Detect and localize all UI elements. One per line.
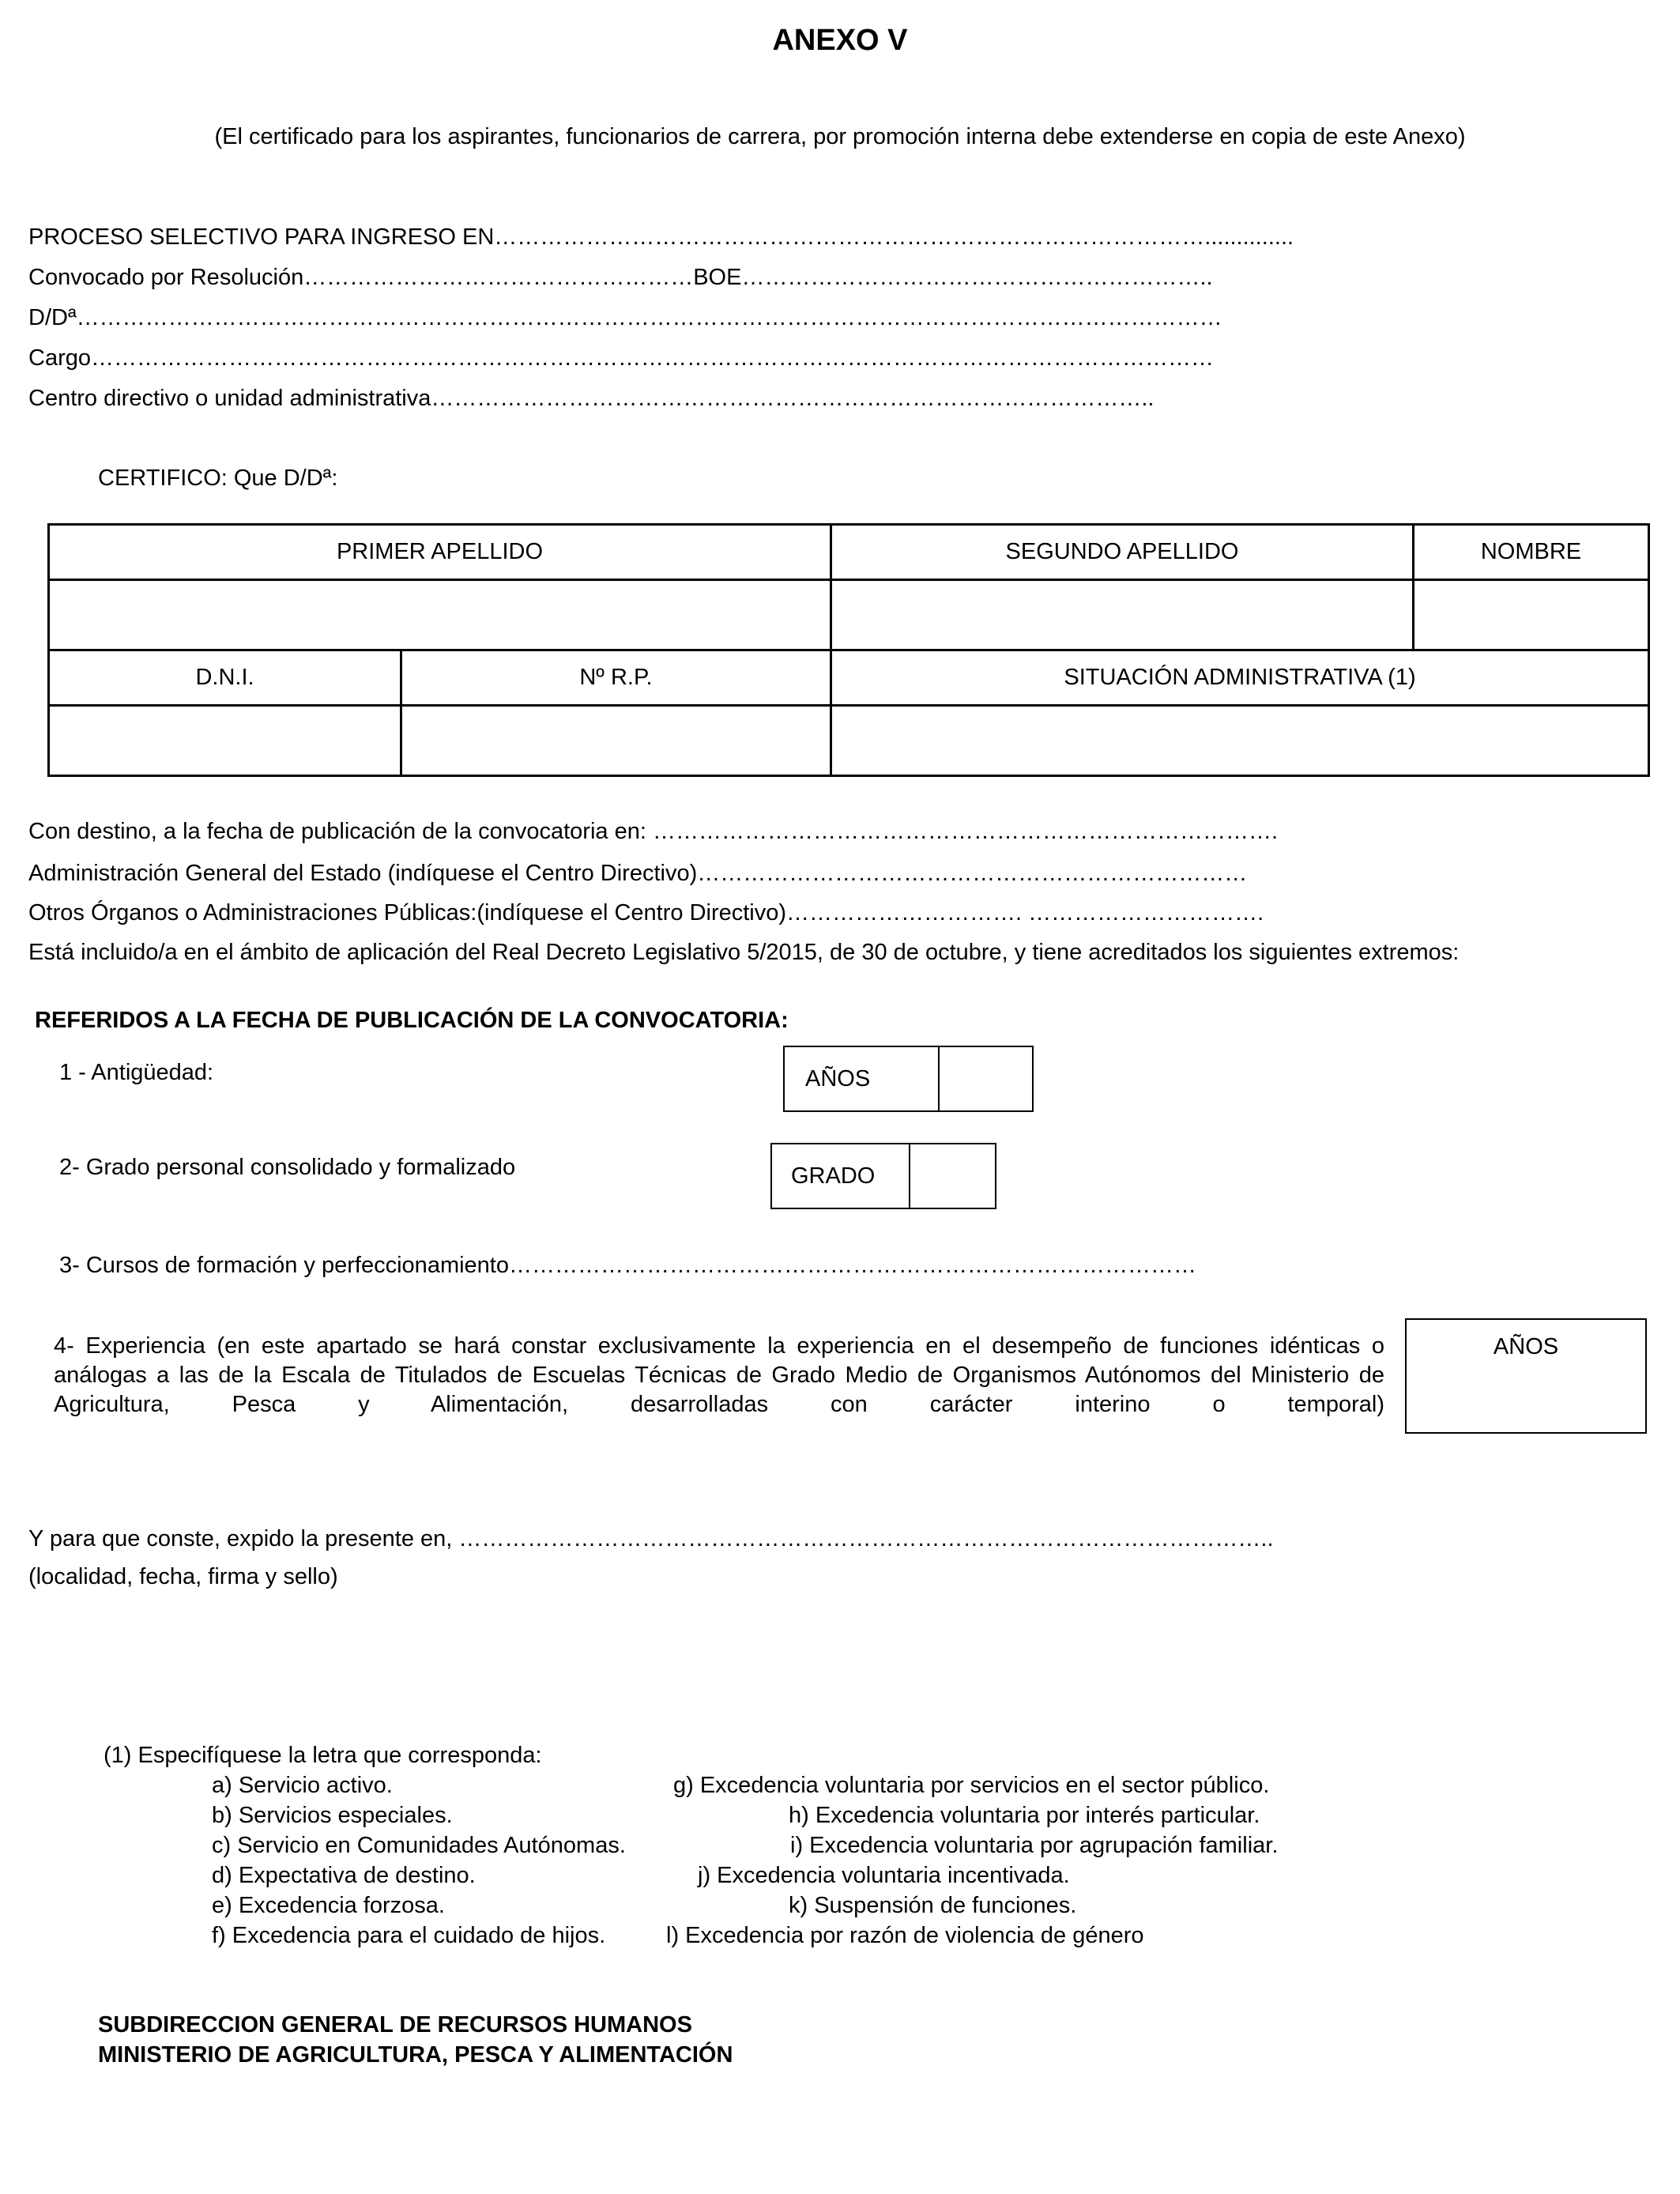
referidos-heading: REFERIDOS A LA FECHA DE PUBLICACIÓN DE LA CONVOCATORIA: [35, 1008, 789, 1033]
footnote-item: d) Expectativa de destino. [212, 1863, 476, 1888]
footnote-item: i) Excedencia voluntaria por agrupación familiar. [790, 1833, 1279, 1858]
field-centro-directivo: Centro directivo o unidad administrativa………………………………………………………………………………….. [28, 386, 1155, 411]
field-dda: D/Dª…………………………………………………………………………………………………………………………………… [28, 305, 1222, 330]
header-primer-apellido: PRIMER APELLIDO [49, 525, 831, 580]
grado-label: 2- Grado personal consolidado y formalizado [59, 1155, 516, 1180]
destino-line: Con destino, a la fecha de publicación de la convocatoria en: ………………………………………………………………………. [28, 819, 1279, 844]
cell-segundo-apellido[interactable] [831, 580, 1414, 650]
footnote-item: a) Servicio activo. [212, 1773, 393, 1798]
footnote-item: c) Servicio en Comunidades Autónomas. [212, 1833, 626, 1858]
footnote-intro: (1) Especifíquese la letra que corresponda: [104, 1743, 542, 1768]
document-title: ANEXO V [772, 24, 908, 57]
field-cargo: Cargo………………………………………………………………………………………………………………………………… [28, 345, 1214, 371]
cell-situacion-administrativa[interactable] [831, 706, 1649, 776]
experiencia-text: 4- Experiencia (en este apartado se hará constar exclusivamente la experiencia en el desempeño de funciones idénticas o análogas a las de la Escala de Titulados de Escuelas Técnicas de Grado Medio de Organismos Autónomos del Ministerio de Agricultura, Pesca y Alimentación, desarrolladas con carácter interino o temporal) [54, 1333, 1384, 1417]
header-situacion-administrativa: SITUACIÓN ADMINISTRATIVA (1) [831, 650, 1649, 706]
experiencia-box[interactable] [1405, 1318, 1647, 1434]
cell-nombre[interactable] [1414, 580, 1649, 650]
footnote-item: b) Servicios especiales. [212, 1803, 453, 1828]
grado-box-label: GRADO [772, 1144, 910, 1208]
field-proceso-selectivo: PROCESO SELECTIVO PARA INGRESO EN………………………………………………………………………………….............. [28, 224, 1294, 250]
footnote-item: e) Excedencia forzosa. [212, 1893, 445, 1918]
cell-nrp[interactable] [401, 706, 831, 776]
footnote-item: g) Excedencia voluntaria por servicios en el sector público. [673, 1773, 1270, 1798]
age-line: Administración General del Estado (indíquese el Centro Directivo)……………………………………………………………… [28, 861, 1248, 886]
antiguedad-box[interactable] [783, 1046, 1034, 1112]
cell-dni[interactable] [49, 706, 401, 776]
personal-data-table [47, 523, 1650, 777]
cursos-line: 3- Cursos de formación y perfeccionamiento……………………………………………………………………………… [59, 1253, 1196, 1278]
signature-subdireccion: SUBDIRECCION GENERAL DE RECURSOS HUMANOS [98, 2012, 692, 2038]
footnote-item: f) Excedencia para el cuidado de hijos. [212, 1923, 606, 1948]
footnote-item: l) Excedencia por razón de violencia de género [666, 1923, 1144, 1948]
header-nrp: Nº R.P. [401, 650, 831, 706]
header-dni: D.N.I. [49, 650, 401, 706]
header-nombre: NOMBRE [1414, 525, 1649, 580]
signature-ministerio: MINISTERIO DE AGRICULTURA, PESCA Y ALIMENTACIÓN [98, 2042, 733, 2068]
footnote-item: j) Excedencia voluntaria incentivada. [698, 1863, 1070, 1888]
otros-organos-line: Otros Órganos o Administraciones Públicas:(indíquese el Centro Directivo)…………………………. …………………………. [28, 900, 1264, 925]
expido-note: (localidad, fecha, firma y sello) [28, 1564, 338, 1589]
cell-primer-apellido[interactable] [49, 580, 831, 650]
expido-line: Y para que conste, expido la presente en, …………………………………………………………………………………………….. [28, 1526, 1274, 1551]
document-subtitle: (El certificado para los aspirantes, funcionarios de carrera, por promoción interna debe extenderse en copia de este Anexo) [214, 124, 1466, 149]
grado-box[interactable] [770, 1143, 996, 1209]
antiguedad-box-label: AÑOS [785, 1047, 940, 1110]
certifico-label: CERTIFICO: Que D/Dª: [98, 466, 338, 491]
antiguedad-label: 1 - Antigüedad: [59, 1060, 214, 1085]
field-convocado: Convocado por Resolución……………………………………………BOE…………………………………………………….. [28, 265, 1213, 290]
header-segundo-apellido: SEGUNDO APELLIDO [831, 525, 1414, 580]
footnote-item: k) Suspensión de funciones. [789, 1893, 1077, 1918]
experiencia-box-label: AÑOS [1493, 1334, 1559, 1359]
footnote-item: h) Excedencia voluntaria por interés particular. [789, 1803, 1260, 1828]
ambito-line: Está incluido/a en el ámbito de aplicación del Real Decreto Legislativo 5/2015, de 30 de octubre, y tiene acreditados los siguientes extremos: [28, 940, 1460, 965]
